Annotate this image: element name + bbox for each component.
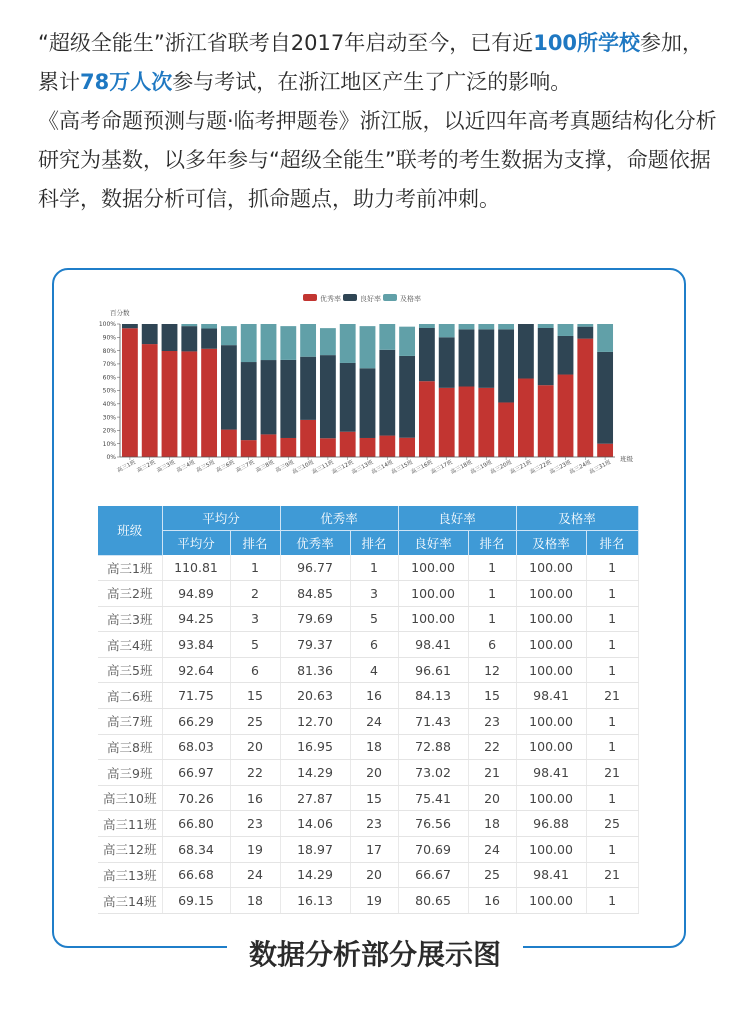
cell-value: 66.97 bbox=[162, 760, 230, 786]
cell-value: 21 bbox=[586, 760, 638, 786]
cell-value: 98.41 bbox=[516, 760, 586, 786]
y-tick-label: 20% bbox=[102, 427, 116, 435]
cell-value: 1 bbox=[350, 555, 398, 581]
x-tick-label: 高三2班 bbox=[136, 459, 157, 475]
table-row bbox=[98, 837, 638, 863]
bar-segment bbox=[538, 324, 554, 328]
cell-value: 16.95 bbox=[280, 734, 350, 760]
cell-class: 高三4班 bbox=[98, 632, 162, 658]
y-tick-label: 0% bbox=[106, 454, 116, 462]
cell-value: 19 bbox=[230, 837, 280, 863]
cell-value: 100.00 bbox=[398, 606, 468, 632]
y-tick-label: 60% bbox=[102, 374, 116, 382]
cell-value: 93.84 bbox=[162, 632, 230, 658]
cell-value: 70.26 bbox=[162, 785, 230, 811]
cell-value: 3 bbox=[350, 581, 398, 607]
cell-value: 21 bbox=[586, 683, 638, 709]
cell-value: 100.00 bbox=[516, 888, 586, 914]
cell-class: 高三13班 bbox=[98, 862, 162, 888]
x-tick-label: 高三14班 bbox=[370, 459, 395, 476]
table-header bbox=[98, 506, 638, 555]
bar-segment bbox=[241, 324, 257, 362]
cell-value: 18.97 bbox=[280, 837, 350, 863]
cell-value: 100.00 bbox=[516, 555, 586, 581]
bar-segment bbox=[478, 388, 494, 457]
table-row bbox=[98, 760, 638, 786]
cell-value: 6 bbox=[350, 632, 398, 658]
x-tick-label: 高三13班 bbox=[350, 459, 375, 476]
bar-segment bbox=[597, 444, 613, 457]
bar-segment bbox=[320, 328, 336, 355]
header-row-sub bbox=[98, 531, 638, 556]
cell-value: 96.61 bbox=[398, 657, 468, 683]
y-tick-label: 50% bbox=[102, 387, 116, 395]
bar-segment bbox=[478, 324, 494, 329]
cell-value: 73.02 bbox=[398, 760, 468, 786]
intro-paragraph-1: “超级全能生”浙江省联考自2017年启动至今，已有近100所学校参加，累计78万人次参与考试，在浙江地区产生了广泛的影响。 bbox=[38, 31, 704, 94]
x-tick-label: 高三31班 bbox=[588, 459, 613, 476]
legend-label: 及格率 bbox=[400, 295, 421, 303]
bar-segment bbox=[261, 324, 277, 360]
table-row bbox=[98, 683, 638, 709]
bar-segment bbox=[518, 324, 534, 379]
cell-value: 84.85 bbox=[280, 581, 350, 607]
participant-count-highlight: 78万人次 bbox=[80, 70, 173, 94]
table-row bbox=[98, 811, 638, 837]
bar-segment bbox=[518, 379, 534, 457]
table-row bbox=[98, 657, 638, 683]
y-tick-label: 30% bbox=[102, 414, 116, 422]
cell-value: 23 bbox=[468, 709, 516, 735]
cell-value: 16.13 bbox=[280, 888, 350, 914]
caption-title: 数据分析部分展示图 bbox=[227, 938, 523, 971]
x-tick-label: 高三18班 bbox=[449, 459, 474, 476]
header-sub: 优秀率 bbox=[280, 531, 350, 556]
cell-value: 94.89 bbox=[162, 581, 230, 607]
bar-segment bbox=[201, 324, 217, 329]
cell-value: 100.00 bbox=[516, 581, 586, 607]
table-row bbox=[98, 709, 638, 735]
cell-value: 100.00 bbox=[516, 632, 586, 658]
legend-label: 良好率 bbox=[360, 295, 381, 303]
cell-value: 24 bbox=[468, 837, 516, 863]
cell-value: 23 bbox=[350, 811, 398, 837]
bar-segment bbox=[181, 324, 197, 326]
cell-value: 68.03 bbox=[162, 734, 230, 760]
x-tick-label: 高三4班 bbox=[175, 459, 197, 475]
cell-value: 27.87 bbox=[280, 785, 350, 811]
bar-segment bbox=[379, 324, 395, 350]
x-axis-label: 班级 bbox=[620, 455, 633, 463]
bar-segment bbox=[300, 357, 316, 420]
bar-segment bbox=[261, 434, 277, 457]
cell-value: 1 bbox=[468, 606, 516, 632]
cell-value: 12.70 bbox=[280, 709, 350, 735]
bar-segment bbox=[142, 324, 158, 344]
stacked-bar-chart bbox=[88, 284, 648, 484]
cell-value: 6 bbox=[468, 632, 516, 658]
cell-class: 高三2班 bbox=[98, 581, 162, 607]
cell-value: 25 bbox=[586, 811, 638, 837]
cell-value: 98.41 bbox=[398, 632, 468, 658]
bar-segment bbox=[360, 368, 376, 438]
cell-class: 高二6班 bbox=[98, 683, 162, 709]
cell-value: 75.41 bbox=[398, 785, 468, 811]
y-tick-label: 80% bbox=[102, 347, 116, 355]
bar-segment bbox=[419, 381, 435, 457]
bar-segment bbox=[300, 420, 316, 457]
bar-segment bbox=[498, 324, 514, 329]
x-tick-label: 高三21班 bbox=[509, 459, 533, 476]
cell-value: 98.41 bbox=[516, 862, 586, 888]
header-group: 优秀率 bbox=[280, 506, 398, 531]
bar-segment bbox=[122, 328, 138, 457]
cell-class: 高三1班 bbox=[98, 555, 162, 581]
cell-value: 18 bbox=[230, 888, 280, 914]
cell-value: 66.68 bbox=[162, 862, 230, 888]
bar-segment bbox=[280, 438, 296, 457]
cell-value: 1 bbox=[586, 581, 638, 607]
y-axis-label: 百分数 bbox=[110, 309, 130, 317]
cell-value: 14.29 bbox=[280, 760, 350, 786]
cell-value: 1 bbox=[586, 888, 638, 914]
school-count-highlight: 100所学校 bbox=[533, 31, 641, 55]
x-tick-label: 高三15班 bbox=[390, 459, 415, 476]
cell-value: 71.43 bbox=[398, 709, 468, 735]
cell-value: 2 bbox=[230, 581, 280, 607]
cell-value: 5 bbox=[350, 606, 398, 632]
cell-value: 68.34 bbox=[162, 837, 230, 863]
cell-value: 16 bbox=[230, 785, 280, 811]
cell-value: 1 bbox=[586, 709, 638, 735]
table-row bbox=[98, 734, 638, 760]
x-tick-label: 高三24班 bbox=[568, 459, 593, 476]
cell-value: 100.00 bbox=[516, 709, 586, 735]
cell-value: 20 bbox=[468, 785, 516, 811]
header-sub: 及格率 bbox=[516, 531, 586, 556]
cell-value: 72.88 bbox=[398, 734, 468, 760]
cell-value: 25 bbox=[230, 709, 280, 735]
cell-value: 20.63 bbox=[280, 683, 350, 709]
bar-segment bbox=[439, 337, 455, 388]
header-class: 班级 bbox=[98, 506, 162, 555]
x-tick-label: 高三16班 bbox=[410, 459, 434, 476]
cell-value: 94.25 bbox=[162, 606, 230, 632]
cell-value: 3 bbox=[230, 606, 280, 632]
y-tick-label: 100% bbox=[98, 321, 116, 329]
bar-segment bbox=[419, 324, 435, 328]
table-row bbox=[98, 632, 638, 658]
header-group: 平均分 bbox=[162, 506, 280, 531]
bar-segment bbox=[459, 387, 475, 457]
x-tick-label: 高三12班 bbox=[331, 459, 355, 476]
x-tick-label: 高三6班 bbox=[215, 459, 236, 475]
bar-segment bbox=[221, 430, 237, 457]
cell-value: 1 bbox=[586, 606, 638, 632]
bar-segment bbox=[597, 324, 613, 352]
x-tick-label: 高三1班 bbox=[116, 459, 137, 475]
bar-segment bbox=[478, 329, 494, 388]
bar-segment bbox=[538, 328, 554, 385]
cell-value: 100.00 bbox=[398, 581, 468, 607]
bar-segment bbox=[320, 355, 336, 438]
header-sub: 平均分 bbox=[162, 531, 230, 556]
bar-segment bbox=[379, 436, 395, 457]
y-tick-label: 90% bbox=[102, 334, 116, 342]
cell-class: 高三12班 bbox=[98, 837, 162, 863]
header-sub: 排名 bbox=[350, 531, 398, 556]
cell-value: 15 bbox=[468, 683, 516, 709]
cell-value: 1 bbox=[586, 555, 638, 581]
cell-value: 16 bbox=[468, 888, 516, 914]
cell-value: 96.77 bbox=[280, 555, 350, 581]
class-stats-table bbox=[98, 506, 639, 914]
bar-segment bbox=[280, 326, 296, 360]
cell-value: 15 bbox=[230, 683, 280, 709]
bar-segment bbox=[577, 324, 593, 327]
bar-segment bbox=[221, 326, 237, 345]
cell-class: 高三3班 bbox=[98, 606, 162, 632]
bar-segment bbox=[181, 326, 197, 351]
cell-value: 15 bbox=[350, 785, 398, 811]
bar-segment bbox=[162, 324, 178, 351]
cell-value: 80.65 bbox=[398, 888, 468, 914]
header-sub: 排名 bbox=[586, 531, 638, 556]
x-tick-label: 高三7班 bbox=[235, 459, 256, 475]
cell-value: 98.41 bbox=[516, 683, 586, 709]
x-tick-label: 高三9班 bbox=[274, 459, 296, 475]
cell-value: 100.00 bbox=[398, 555, 468, 581]
cell-value: 6 bbox=[230, 657, 280, 683]
x-tick-label: 高三20班 bbox=[489, 459, 514, 476]
cell-value: 16 bbox=[350, 683, 398, 709]
cell-value: 4 bbox=[350, 657, 398, 683]
bar-segment bbox=[241, 362, 257, 440]
bar-segment bbox=[399, 327, 415, 356]
cell-value: 92.64 bbox=[162, 657, 230, 683]
x-tick-label: 高三17班 bbox=[430, 459, 454, 476]
x-tick-label: 高三10班 bbox=[291, 459, 316, 476]
cell-value: 1 bbox=[586, 734, 638, 760]
cell-value: 70.69 bbox=[398, 837, 468, 863]
bar-segment bbox=[419, 328, 435, 381]
header-row-groups bbox=[98, 506, 638, 531]
header-group: 及格率 bbox=[516, 506, 638, 531]
cell-value: 22 bbox=[468, 734, 516, 760]
bar-segment bbox=[201, 349, 217, 457]
header-group: 良好率 bbox=[398, 506, 516, 531]
bar-segment bbox=[340, 324, 356, 363]
cell-class: 高三11班 bbox=[98, 811, 162, 837]
bar-segment bbox=[558, 375, 574, 457]
cell-value: 81.36 bbox=[280, 657, 350, 683]
cell-value: 100.00 bbox=[516, 734, 586, 760]
legend-swatch bbox=[383, 294, 397, 301]
bar-segment bbox=[201, 329, 217, 349]
cell-value: 1 bbox=[586, 657, 638, 683]
cell-value: 66.80 bbox=[162, 811, 230, 837]
x-tick-label: 高三23班 bbox=[548, 459, 573, 476]
bar-segment bbox=[577, 327, 593, 339]
cell-value: 76.56 bbox=[398, 811, 468, 837]
y-tick-label: 70% bbox=[102, 361, 116, 369]
bar-segment bbox=[241, 440, 257, 457]
cell-value: 20 bbox=[230, 734, 280, 760]
cell-value: 100.00 bbox=[516, 606, 586, 632]
cell-value: 17 bbox=[350, 837, 398, 863]
header-sub: 排名 bbox=[230, 531, 280, 556]
cell-class: 高三14班 bbox=[98, 888, 162, 914]
cell-value: 1 bbox=[468, 555, 516, 581]
bar-segment bbox=[498, 402, 514, 457]
cell-value: 14.06 bbox=[280, 811, 350, 837]
table-row bbox=[98, 785, 638, 811]
x-tick-label: 高三8班 bbox=[254, 459, 276, 475]
table-row bbox=[98, 862, 638, 888]
legend-label: 优秀率 bbox=[320, 295, 341, 303]
header-sub: 良好率 bbox=[398, 531, 468, 556]
caption bbox=[0, 933, 750, 973]
cell-class: 高三7班 bbox=[98, 709, 162, 735]
cell-value: 84.13 bbox=[398, 683, 468, 709]
bar-segment bbox=[379, 350, 395, 436]
cell-value: 100.00 bbox=[516, 657, 586, 683]
table-row bbox=[98, 581, 638, 607]
cell-value: 96.88 bbox=[516, 811, 586, 837]
bar-segment bbox=[340, 363, 356, 432]
y-tick-label: 10% bbox=[102, 440, 116, 448]
bar-segment bbox=[320, 438, 336, 457]
cell-value: 12 bbox=[468, 657, 516, 683]
cell-value: 66.67 bbox=[398, 862, 468, 888]
cell-value: 19 bbox=[350, 888, 398, 914]
bar-segment bbox=[300, 324, 316, 357]
cell-value: 1 bbox=[230, 555, 280, 581]
cell-value: 20 bbox=[350, 862, 398, 888]
x-tick-label: 高三5班 bbox=[195, 459, 217, 475]
cell-value: 100.00 bbox=[516, 785, 586, 811]
cell-value: 21 bbox=[468, 760, 516, 786]
bar-segment bbox=[340, 432, 356, 457]
bar-segment bbox=[399, 438, 415, 457]
bar-segment bbox=[558, 324, 574, 336]
bar-segment bbox=[142, 344, 158, 457]
table-row bbox=[98, 606, 638, 632]
bar-segment bbox=[459, 329, 475, 386]
cell-value: 69.15 bbox=[162, 888, 230, 914]
x-tick-label: 高三19班 bbox=[469, 459, 494, 476]
bar-segment bbox=[122, 324, 138, 328]
bar-segment bbox=[538, 385, 554, 457]
cell-value: 14.29 bbox=[280, 862, 350, 888]
cell-value: 66.29 bbox=[162, 709, 230, 735]
cell-value: 24 bbox=[230, 862, 280, 888]
bar-segment bbox=[558, 336, 574, 375]
cell-value: 24 bbox=[350, 709, 398, 735]
legend-swatch bbox=[303, 294, 317, 301]
bar-segment bbox=[221, 345, 237, 429]
cell-value: 1 bbox=[586, 837, 638, 863]
bar-segment bbox=[360, 326, 376, 368]
x-tick-label: 高三3班 bbox=[155, 459, 177, 475]
table-row bbox=[98, 888, 638, 914]
cell-value: 23 bbox=[230, 811, 280, 837]
bar-segment bbox=[399, 356, 415, 438]
cell-value: 21 bbox=[586, 862, 638, 888]
cell-class: 高三10班 bbox=[98, 785, 162, 811]
cell-value: 18 bbox=[468, 811, 516, 837]
cell-value: 110.81 bbox=[162, 555, 230, 581]
cell-value: 25 bbox=[468, 862, 516, 888]
legend-swatch bbox=[343, 294, 357, 301]
table-row bbox=[98, 555, 638, 581]
cell-value: 71.75 bbox=[162, 683, 230, 709]
cell-value: 18 bbox=[350, 734, 398, 760]
bar-segment bbox=[577, 339, 593, 457]
bar-segment bbox=[360, 438, 376, 457]
bar-segment bbox=[280, 360, 296, 438]
cell-value: 5 bbox=[230, 632, 280, 658]
bar-segment bbox=[498, 329, 514, 402]
cell-value: 1 bbox=[586, 785, 638, 811]
cell-value: 100.00 bbox=[516, 837, 586, 863]
cell-value: 79.69 bbox=[280, 606, 350, 632]
x-tick-label: 高三11班 bbox=[311, 459, 335, 476]
cell-class: 高三5班 bbox=[98, 657, 162, 683]
cell-value: 1 bbox=[586, 632, 638, 658]
cell-class: 高三8班 bbox=[98, 734, 162, 760]
cell-value: 79.37 bbox=[280, 632, 350, 658]
cell-value: 20 bbox=[350, 760, 398, 786]
header-sub: 排名 bbox=[468, 531, 516, 556]
bar-segment bbox=[261, 360, 277, 434]
bar-segment bbox=[597, 352, 613, 444]
bar-segment bbox=[459, 324, 475, 329]
table-body bbox=[98, 555, 638, 913]
intro-paragraph-2: 《高考命题预测与题·临考押题卷》浙江版，以近四年高考真题结构化分析研究为基数，以多年参与“超级全能生”联考的考生数据为支撑，命题依据科学，数据分析可信，抓命题点，助力考前冲刺。 bbox=[38, 109, 717, 211]
bar-segment bbox=[181, 351, 197, 457]
cell-class: 高三9班 bbox=[98, 760, 162, 786]
cell-value: 1 bbox=[468, 581, 516, 607]
cell-value: 22 bbox=[230, 760, 280, 786]
y-tick-label: 40% bbox=[102, 401, 116, 408]
bar-segment bbox=[439, 388, 455, 457]
intro-text bbox=[38, 24, 718, 219]
x-tick-label: 高三22班 bbox=[529, 459, 553, 476]
bar-segment bbox=[162, 351, 178, 457]
bar-segment bbox=[439, 324, 455, 337]
